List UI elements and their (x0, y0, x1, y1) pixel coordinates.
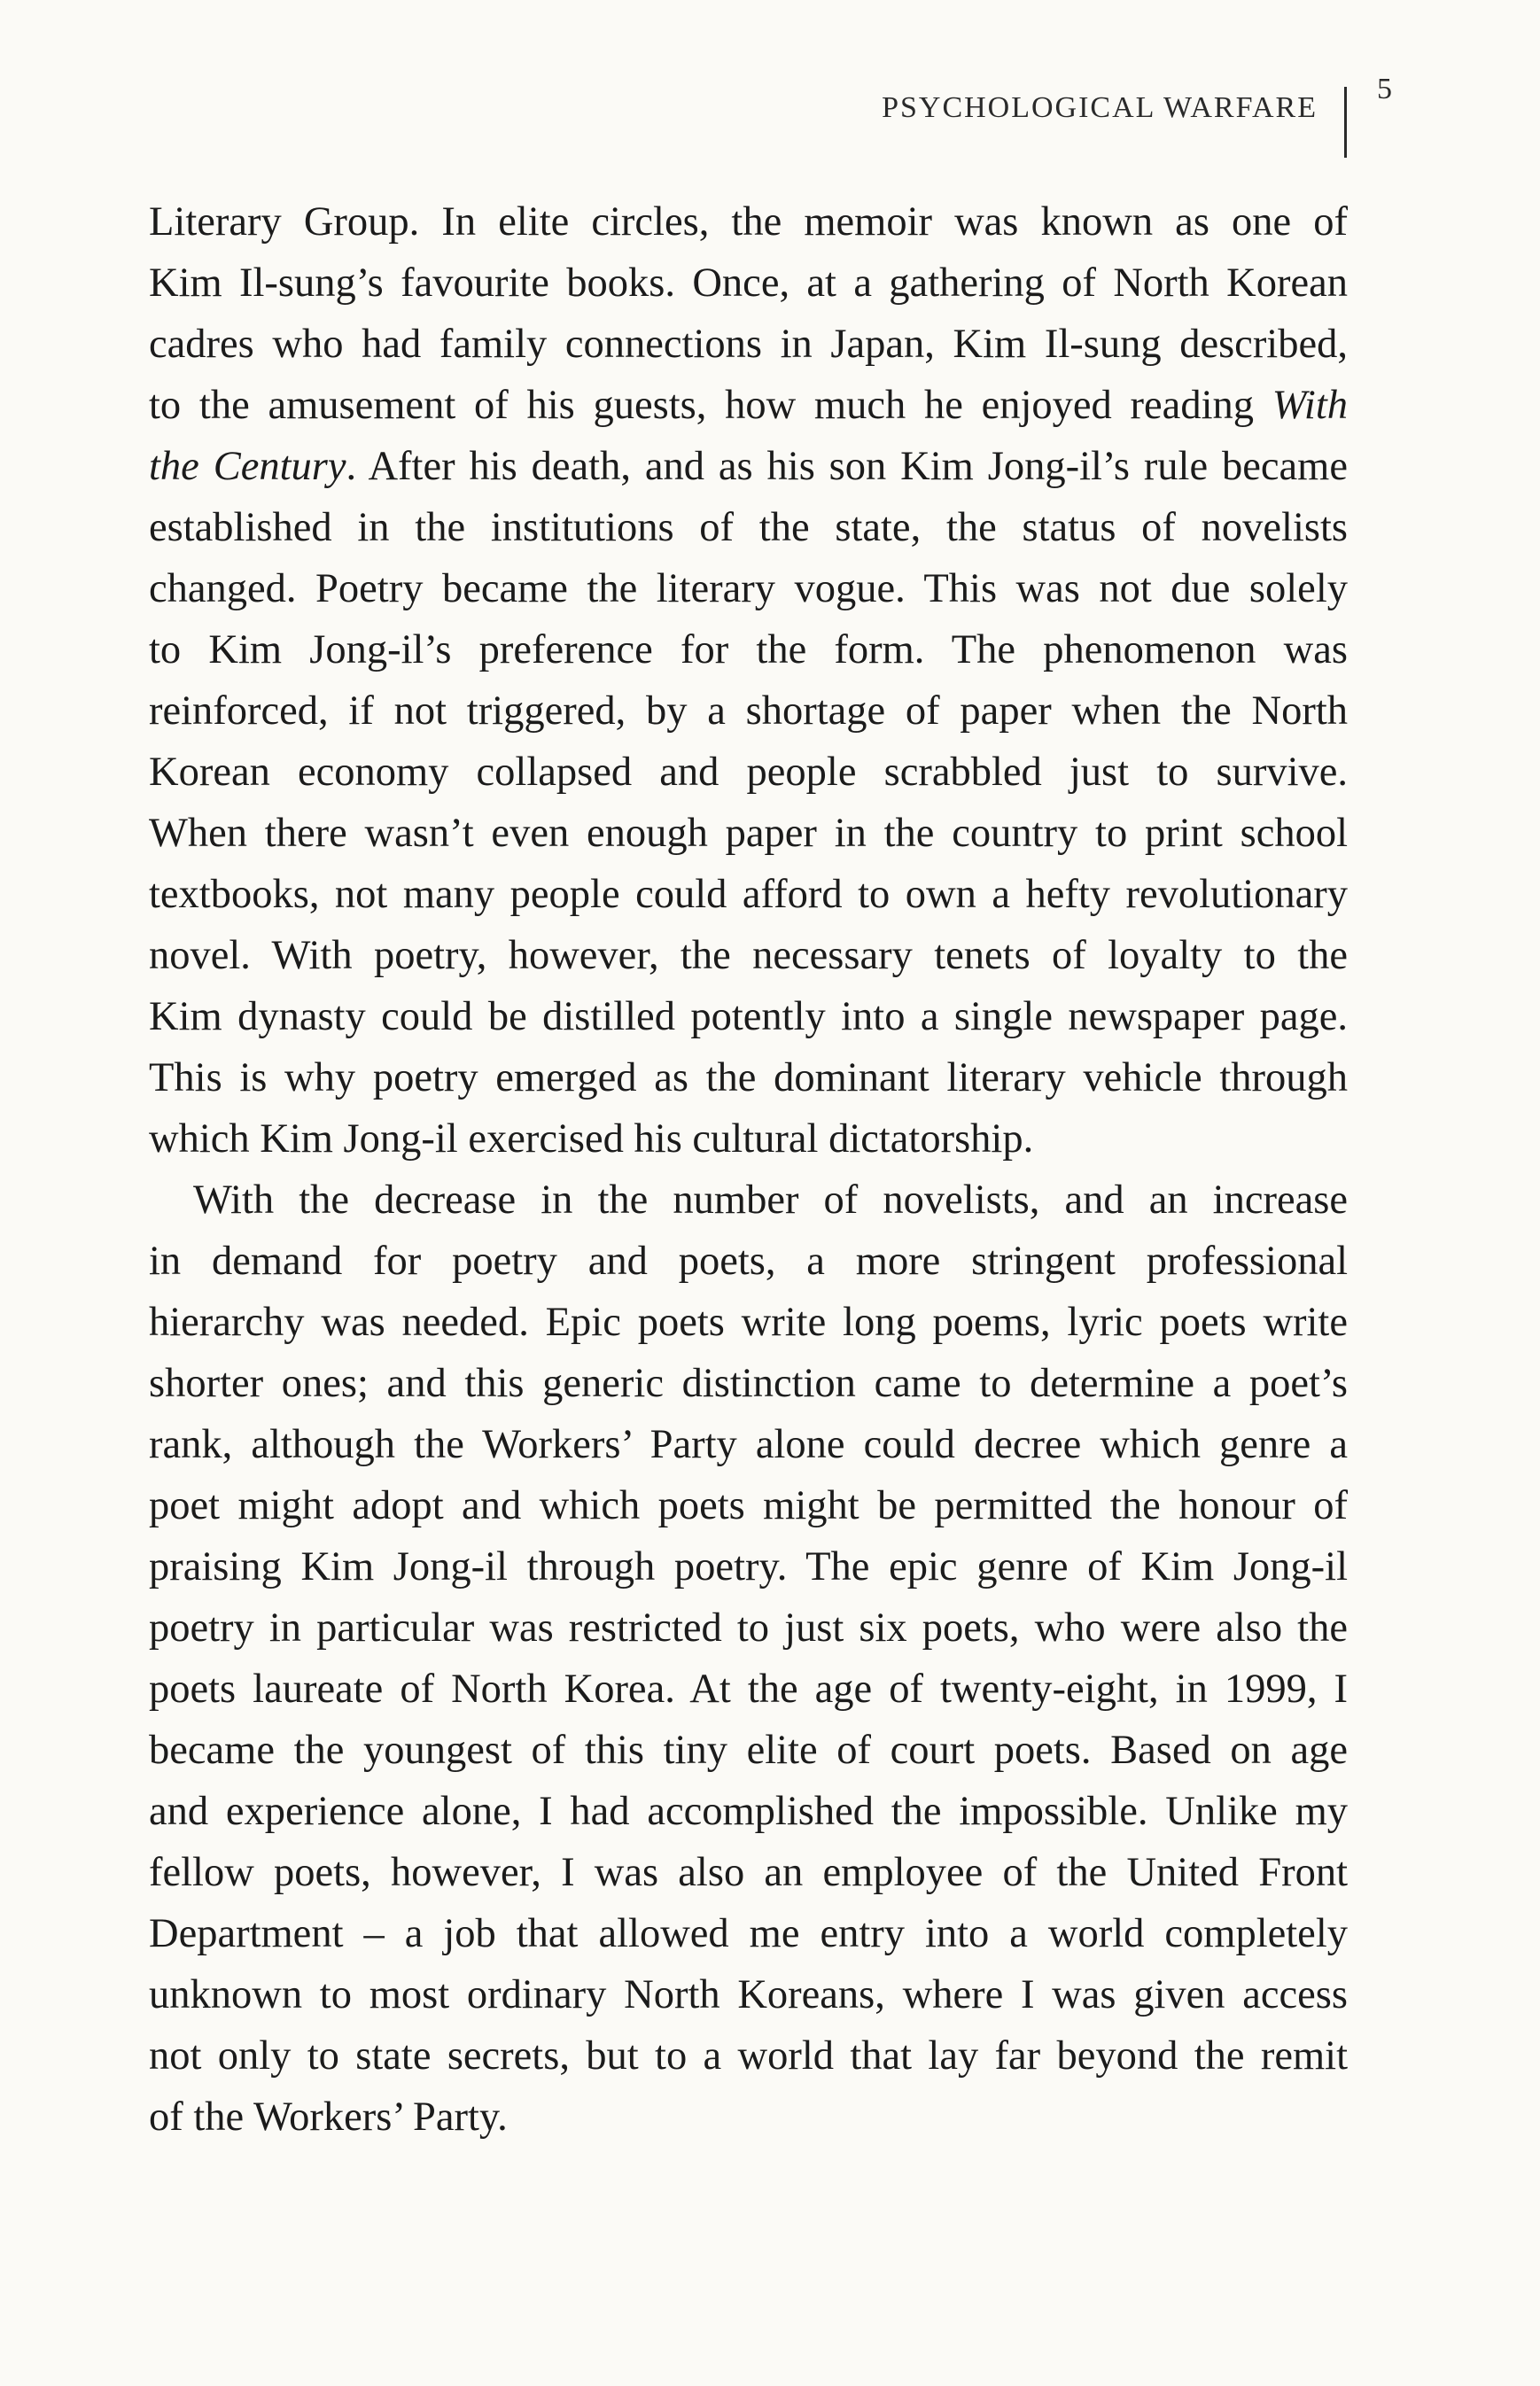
text-line: not only to state secrets, but to a world that lay far beyond the remit (149, 2033, 1348, 2079)
text-line: poet might adopt and which poets might be permitted the honour of (149, 1483, 1348, 1528)
text-segment: . After his death, and as his son Kim Jong-il’s rule became (346, 444, 1348, 489)
text-line: unknown to most ordinary North Koreans, where I was given access (149, 1972, 1348, 2017)
text-line (149, 375, 1348, 436)
running-title: PSYCHOLOGICAL WARFARE (882, 91, 1318, 124)
text-line: rank, although the Workers’ Party alone could decree which genre a (149, 1422, 1348, 1467)
text-line: and experience alone, I had accomplished the impossible. Unlike my (149, 1789, 1348, 1834)
text-line: changed. Poetry became the literary vogue. This was not due solely (149, 566, 1348, 611)
text-line: in demand for poetry and poets, a more stringent professional (149, 1239, 1348, 1284)
text-line: Korean economy collapsed and people scrabbled just to survive. (149, 750, 1348, 795)
text-line: cadres who had family connections in Japan, Kim Il-sung described, (149, 322, 1348, 367)
text-line: which Kim Jong-il exercised his cultural dictatorship. (149, 1116, 1034, 1162)
running-head (882, 73, 1347, 161)
text-line: poetry in particular was restricted to just six poets, who were also the (149, 1605, 1348, 1651)
header-divider (1344, 87, 1347, 158)
text-line: Literary Group. In elite circles, the memoir was known as one of (149, 199, 1348, 245)
paragraph-1 (149, 191, 1348, 1170)
text-line: established in the institutions of the state, the status of novelists (149, 505, 1348, 550)
text-line: hierarchy was needed. Epic poets write long poems, lyric poets write (149, 1300, 1348, 1345)
text-line: shorter ones; and this generic distinction came to determine a poet’s (149, 1361, 1348, 1406)
text-line: textbooks, not many people could afford to own a hefty revolutionary (149, 872, 1348, 917)
text-line: to Kim Jong-il’s preference for the form. The phenomenon was (149, 627, 1348, 672)
text-line: With the decrease in the number of novelists, and an increase (193, 1177, 1348, 1223)
text-line: poets laureate of North Korea. At the age of twenty-eight, in 1999, I (149, 1667, 1348, 1712)
text-line: of the Workers’ Party. (149, 2095, 508, 2140)
text-line: reinforced, if not triggered, by a shortage of paper when the North (149, 688, 1348, 734)
page-number: 5 (1377, 73, 1392, 105)
text-line: fellow poets, however, I was also an employee of the United Front (149, 1850, 1348, 1895)
text-line: This is why poetry emerged as the dominant literary vehicle through (149, 1055, 1348, 1100)
text-line: Department – a job that allowed me entry into a world completely (149, 1911, 1348, 1956)
text-line: became the youngest of this tiny elite of court poets. Based on age (149, 1728, 1348, 1773)
text-line: Kim Il-sung’s favourite books. Once, at a gathering of North Korean (149, 260, 1348, 306)
book-title-italic: the Century (149, 444, 346, 489)
text-line (149, 436, 1348, 497)
body-text (149, 191, 1348, 2148)
text-segment: to the amusement of his guests, how much he enjoyed reading (149, 383, 1254, 428)
text-line: praising Kim Jong-il through poetry. The epic genre of Kim Jong-il (149, 1544, 1348, 1589)
paragraph-2 (149, 1170, 1348, 2148)
book-title-italic: With (1272, 383, 1348, 428)
text-line: Kim dynasty could be distilled potently into a single newspaper page. (149, 994, 1348, 1039)
text-line: When there wasn’t even enough paper in the country to print school (149, 811, 1348, 856)
text-line: novel. With poetry, however, the necessary tenets of loyalty to the (149, 933, 1348, 978)
